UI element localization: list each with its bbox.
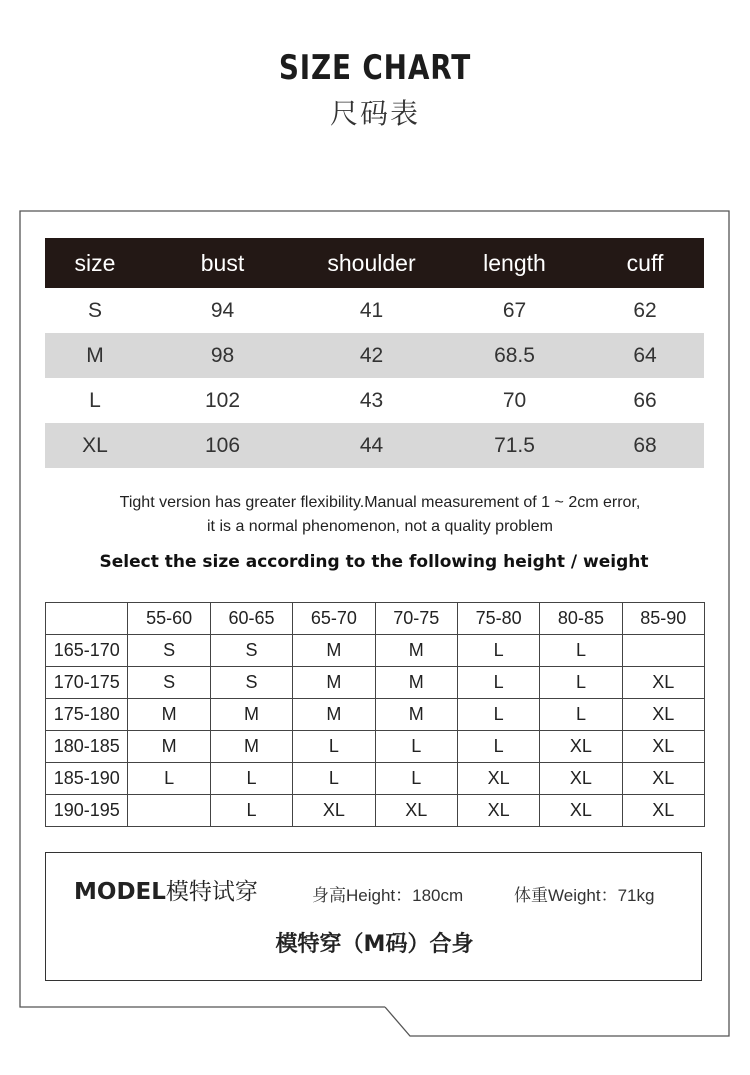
size-table <box>45 238 704 468</box>
table-cell: 44 <box>300 423 443 468</box>
size-cell: L <box>540 699 622 731</box>
table-cell: 106 <box>145 423 300 468</box>
measurement-note: it is a normal phenomenon, not a quality problem <box>207 518 553 535</box>
size-cell: L <box>540 667 622 699</box>
selection-instruction: Select the size according to the following height / weight <box>99 552 649 572</box>
size-cell: XL <box>540 763 622 795</box>
size-cell: XL <box>457 763 539 795</box>
table-cell: 66 <box>633 388 657 412</box>
size-cell: XL <box>540 795 622 827</box>
table-cell: 68 <box>586 423 704 468</box>
height-header: 175-180 <box>46 699 128 731</box>
table-row <box>46 699 705 731</box>
measurement-note: Tight version has greater flexibility.Manual measurement of 1 ~ 2cm error, <box>119 494 641 511</box>
model-label-en: MODEL <box>74 879 166 905</box>
table-row <box>46 667 705 699</box>
size-cell: S <box>128 667 210 699</box>
weight-header: 75-80 <box>457 603 539 635</box>
size-cell: S <box>210 667 292 699</box>
size-cell: L <box>293 763 375 795</box>
size-cell: XL <box>457 795 539 827</box>
height-header: 185-190 <box>46 763 128 795</box>
size-cell: M <box>293 667 375 699</box>
size-cell: M <box>128 699 210 731</box>
size-cell: XL <box>622 795 704 827</box>
weight-header: 60-65 <box>210 603 292 635</box>
size-cell: L <box>540 635 622 667</box>
table-cell: 71.5 <box>443 423 586 468</box>
size-cell: XL <box>375 795 457 827</box>
table-cell: XL <box>45 423 145 468</box>
size-cell: L <box>457 731 539 763</box>
column-header: shoulder <box>300 238 443 288</box>
table-row <box>46 795 705 827</box>
height-header: 165-170 <box>46 635 128 667</box>
weight-header-row <box>46 603 705 635</box>
model-label-cn: 模特试穿 <box>165 879 258 905</box>
table-cell: 68.5 <box>443 333 586 378</box>
size-cell: L <box>375 731 457 763</box>
size-table-header <box>45 238 704 288</box>
table-cell: M <box>45 333 145 378</box>
size-cell: XL <box>622 731 704 763</box>
size-cell: L <box>210 795 292 827</box>
column-header: cuff <box>586 238 704 288</box>
table-row <box>45 378 704 423</box>
table-cell: 43 <box>359 388 384 412</box>
size-cell: XL <box>622 699 704 731</box>
column-header: length <box>443 238 586 288</box>
size-cell: XL <box>540 731 622 763</box>
size-cell: L <box>210 763 292 795</box>
size-cell: XL <box>622 667 704 699</box>
size-cell: M <box>375 699 457 731</box>
size-cell: S <box>210 635 292 667</box>
table-row <box>46 635 705 667</box>
model-weight: 体重Weight：71kg <box>514 886 655 905</box>
size-cell: L <box>375 763 457 795</box>
size-cell: S <box>128 635 210 667</box>
height-header: 190-195 <box>46 795 128 827</box>
model-height: 身高Height：180cm <box>312 886 464 905</box>
size-cell: L <box>457 699 539 731</box>
table-cell: 102 <box>204 388 241 412</box>
weight-header: 85-90 <box>622 603 704 635</box>
table-cell: 70 <box>502 388 527 412</box>
page-subtitle: 尺码表 <box>329 97 420 130</box>
size-cell: L <box>457 635 539 667</box>
size-cell: M <box>375 635 457 667</box>
table-cell: 94 <box>210 298 235 322</box>
column-header: size <box>45 238 145 288</box>
corner-cell <box>46 603 128 635</box>
table-row <box>45 423 704 468</box>
size-cell: L <box>293 731 375 763</box>
table-cell: 42 <box>300 333 443 378</box>
size-cell: M <box>293 699 375 731</box>
size-cell: M <box>128 731 210 763</box>
table-cell: 64 <box>586 333 704 378</box>
table-cell: S <box>87 298 102 322</box>
weight-header: 65-70 <box>293 603 375 635</box>
size-cell: M <box>210 699 292 731</box>
weight-header: 55-60 <box>128 603 210 635</box>
page-title: SIZE CHART <box>278 48 472 88</box>
model-fit-note: 模特穿（M码）合身 <box>275 932 474 957</box>
size-cell: XL <box>622 763 704 795</box>
column-header: bust <box>145 238 300 288</box>
height-header: 180-185 <box>46 731 128 763</box>
size-cell: M <box>210 731 292 763</box>
size-cell: L <box>128 763 210 795</box>
table-row <box>45 333 704 378</box>
size-cell: XL <box>293 795 375 827</box>
table-row <box>46 763 705 795</box>
size-cell <box>622 635 704 667</box>
table-cell: 41 <box>359 298 384 322</box>
size-cell: M <box>293 635 375 667</box>
table-row <box>46 731 705 763</box>
model-label <box>74 873 258 906</box>
table-cell: L <box>89 388 101 412</box>
table-row <box>45 288 704 333</box>
size-cell: L <box>457 667 539 699</box>
height-weight-table <box>45 602 705 827</box>
height-header: 170-175 <box>46 667 128 699</box>
size-cell <box>128 795 210 827</box>
table-cell: 67 <box>502 298 527 322</box>
size-cell: M <box>375 667 457 699</box>
table-cell: 62 <box>633 298 657 322</box>
table-cell: 98 <box>145 333 300 378</box>
model-info-box <box>45 852 702 981</box>
weight-header: 80-85 <box>540 603 622 635</box>
weight-header: 70-75 <box>375 603 457 635</box>
